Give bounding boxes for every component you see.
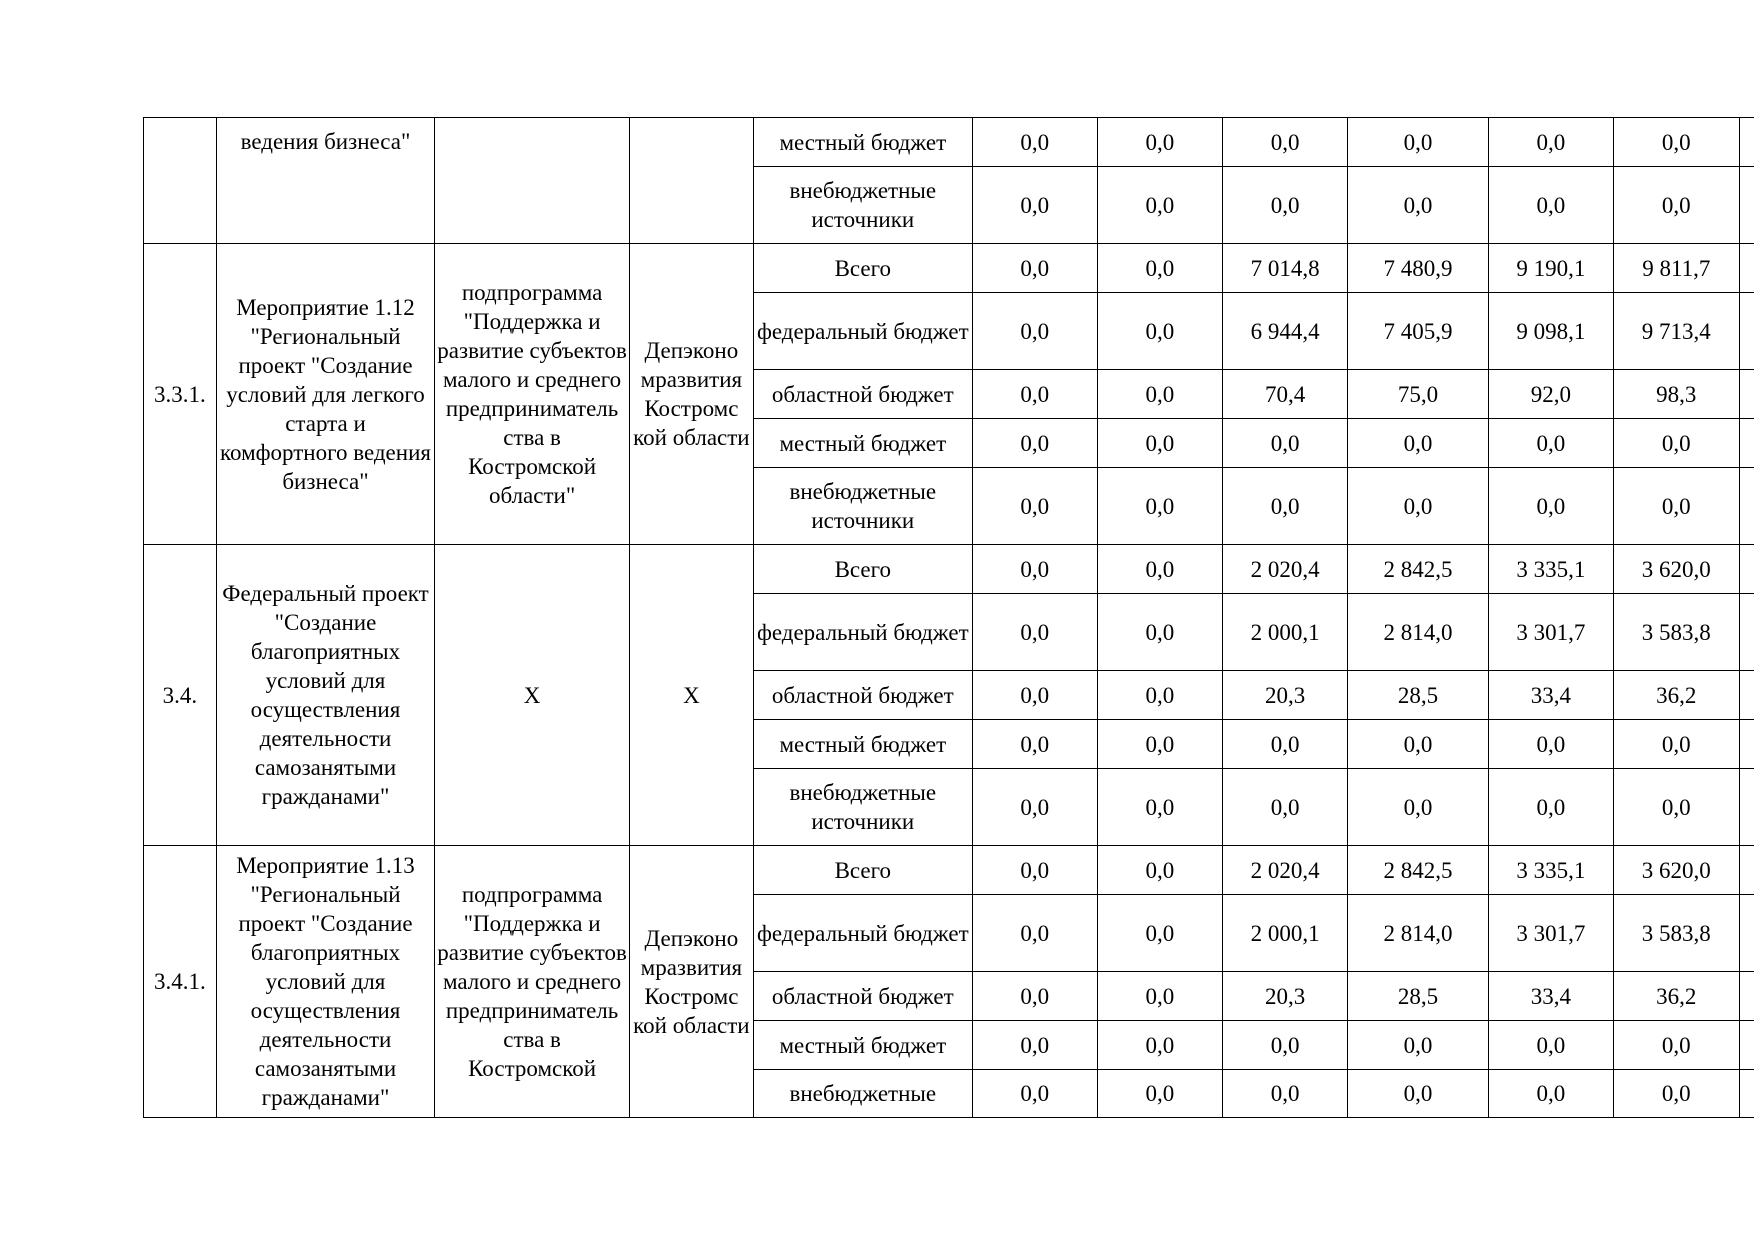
amount-cell: 0,0 [1222,720,1347,769]
measure-name-cell: Федеральный проект "Создание благоприятных условий для осуществления деятельности самозанятыми гражданами" [216,545,434,846]
amount-cell: 0,0 [1488,720,1613,769]
amount-cell: 0,0 [1488,468,1613,545]
amount-cell: 0,0 [1348,769,1488,846]
table-row [144,846,1754,895]
amount-cell: 6 944,4 [1222,293,1347,370]
funding-source-cell: Всего [753,545,972,594]
funding-source-cell: внебюджетные источники [753,769,972,846]
measure-name-cell: Мероприятие 1.13 "Региональный проект "Создание благоприятных условий для осуществления деятельности самозанятыми гражданами" [216,846,434,1118]
amount-cell: 0,0 [1348,1021,1488,1070]
amount-cell: 9 811,7 [1614,244,1739,293]
cropped-column-cell [1739,972,1754,1021]
executor-cell [629,118,753,244]
funding-source-cell: местный бюджет [753,720,972,769]
amount-cell: 7 014,8 [1222,244,1347,293]
amount-cell: 0,0 [1097,468,1222,545]
amount-cell: 0,0 [1614,419,1739,468]
amount-cell: 36,2 [1614,671,1739,720]
amount-cell: 7 480,9 [1348,244,1488,293]
amount-cell: 98,3 [1614,370,1739,419]
cropped-column-cell [1739,244,1754,293]
amount-cell: 33,4 [1488,972,1613,1021]
table-row [144,118,1754,167]
program-cell [435,118,630,244]
row-code-cell [144,118,217,244]
amount-cell: 0,0 [1222,167,1347,244]
amount-cell: 3 620,0 [1614,545,1739,594]
program-cell: X [435,545,630,846]
funding-source-cell: федеральный бюджет [753,895,972,972]
amount-cell: 0,0 [1222,419,1347,468]
amount-cell: 7 405,9 [1348,293,1488,370]
amount-cell: 33,4 [1488,671,1613,720]
row-code-cell: 3.3.1. [144,244,217,545]
funding-source-cell: Всего [753,846,972,895]
amount-cell: 0,0 [1614,769,1739,846]
amount-cell: 0,0 [1097,671,1222,720]
amount-cell: 3 620,0 [1614,846,1739,895]
funding-source-cell: областной бюджет [753,972,972,1021]
amount-cell: 3 301,7 [1488,895,1613,972]
cropped-column-cell [1739,118,1754,167]
budget-table [143,117,1754,1118]
amount-cell: 0,0 [1097,419,1222,468]
executor-cell: Депэконо мразвития Костромс кой области [629,846,753,1118]
amount-cell: 0,0 [1222,118,1347,167]
cropped-column-cell [1739,1021,1754,1070]
amount-cell: 20,3 [1222,972,1347,1021]
amount-cell: 0,0 [972,1070,1097,1118]
amount-cell: 3 335,1 [1488,846,1613,895]
amount-cell: 0,0 [1222,1070,1347,1118]
table-row [144,244,1754,293]
amount-cell: 0,0 [1097,769,1222,846]
amount-cell: 0,0 [1488,1070,1613,1118]
amount-cell: 0,0 [972,370,1097,419]
amount-cell: 0,0 [972,545,1097,594]
amount-cell: 92,0 [1488,370,1613,419]
amount-cell: 2 020,4 [1222,846,1347,895]
cropped-column-cell [1739,594,1754,671]
amount-cell: 0,0 [1097,972,1222,1021]
amount-cell: 0,0 [1348,720,1488,769]
amount-cell: 2 814,0 [1348,895,1488,972]
amount-cell: 0,0 [1097,293,1222,370]
funding-source-cell: местный бюджет [753,1021,972,1070]
amount-cell: 3 583,8 [1614,895,1739,972]
amount-cell: 0,0 [1097,846,1222,895]
amount-cell: 0,0 [972,720,1097,769]
measure-name-cell: Мероприятие 1.12 "Региональный проект "Создание условий для легкого старта и комфортного ведения бизнеса" [216,244,434,545]
cropped-column-cell [1739,545,1754,594]
cropped-column-cell [1739,720,1754,769]
amount-cell: 2 020,4 [1222,545,1347,594]
amount-cell: 0,0 [1614,720,1739,769]
amount-cell: 0,0 [1097,244,1222,293]
cropped-column-cell [1739,895,1754,972]
funding-source-cell: внебюджетные [753,1070,972,1118]
row-code-cell: 3.4. [144,545,217,846]
amount-cell: 28,5 [1348,972,1488,1021]
cropped-column-cell [1739,370,1754,419]
amount-cell: 0,0 [972,769,1097,846]
amount-cell: 0,0 [972,118,1097,167]
amount-cell: 0,0 [1222,1021,1347,1070]
amount-cell: 0,0 [972,594,1097,671]
amount-cell: 0,0 [1614,118,1739,167]
measure-name-cell: ведения бизнеса" [216,118,434,244]
cropped-column-cell [1739,1070,1754,1118]
program-cell: подпрограмма "Поддержка и развитие субъектов малого и среднего предприниматель ства в Костромской [435,846,630,1118]
executor-cell: Депэконо мразвития Костромс кой области [629,244,753,545]
cropped-column-cell [1739,468,1754,545]
funding-source-cell: Всего [753,244,972,293]
amount-cell: 0,0 [1097,1070,1222,1118]
amount-cell: 0,0 [1097,545,1222,594]
amount-cell: 0,0 [1097,118,1222,167]
amount-cell: 0,0 [1097,370,1222,419]
amount-cell: 0,0 [1348,1070,1488,1118]
amount-cell: 0,0 [972,895,1097,972]
funding-source-cell: внебюджетные источники [753,468,972,545]
amount-cell: 0,0 [1348,118,1488,167]
amount-cell: 0,0 [1097,720,1222,769]
cropped-column-cell [1739,846,1754,895]
amount-cell: 2 000,1 [1222,895,1347,972]
cropped-column-cell [1739,419,1754,468]
funding-source-cell: федеральный бюджет [753,594,972,671]
amount-cell: 0,0 [972,972,1097,1021]
table-body [144,118,1754,1118]
amount-cell: 0,0 [1614,1070,1739,1118]
amount-cell: 0,0 [972,468,1097,545]
amount-cell: 20,3 [1222,671,1347,720]
amount-cell: 0,0 [1222,769,1347,846]
row-code-cell: 3.4.1. [144,846,217,1118]
amount-cell: 9 098,1 [1488,293,1613,370]
amount-cell: 0,0 [1614,468,1739,545]
amount-cell: 0,0 [1097,1021,1222,1070]
amount-cell: 3 335,1 [1488,545,1613,594]
amount-cell: 2 842,5 [1348,846,1488,895]
amount-cell: 0,0 [972,167,1097,244]
amount-cell: 0,0 [1097,895,1222,972]
funding-source-cell: местный бюджет [753,419,972,468]
amount-cell: 75,0 [1348,370,1488,419]
amount-cell: 0,0 [1348,419,1488,468]
amount-cell: 0,0 [972,1021,1097,1070]
amount-cell: 3 301,7 [1488,594,1613,671]
amount-cell: 9 190,1 [1488,244,1613,293]
cropped-column-cell [1739,671,1754,720]
funding-source-cell: областной бюджет [753,671,972,720]
amount-cell: 2 842,5 [1348,545,1488,594]
amount-cell: 0,0 [972,846,1097,895]
amount-cell: 9 713,4 [1614,293,1739,370]
cropped-column-cell [1739,167,1754,244]
amount-cell: 0,0 [1614,1021,1739,1070]
amount-cell: 0,0 [1488,1021,1613,1070]
funding-source-cell: областной бюджет [753,370,972,419]
amount-cell: 0,0 [1614,167,1739,244]
amount-cell: 0,0 [1488,419,1613,468]
amount-cell: 70,4 [1222,370,1347,419]
cropped-column-cell [1739,769,1754,846]
amount-cell: 2 000,1 [1222,594,1347,671]
amount-cell: 0,0 [1348,468,1488,545]
amount-cell: 0,0 [1097,167,1222,244]
amount-cell: 0,0 [972,671,1097,720]
amount-cell: 0,0 [1097,594,1222,671]
amount-cell: 0,0 [1488,118,1613,167]
amount-cell: 28,5 [1348,671,1488,720]
amount-cell: 0,0 [1488,769,1613,846]
amount-cell: 0,0 [1222,468,1347,545]
funding-source-cell: внебюджетные источники [753,167,972,244]
cropped-column-cell [1739,293,1754,370]
table-row [144,545,1754,594]
amount-cell: 2 814,0 [1348,594,1488,671]
amount-cell: 0,0 [1348,167,1488,244]
amount-cell: 0,0 [1488,167,1613,244]
amount-cell: 0,0 [972,244,1097,293]
amount-cell: 3 583,8 [1614,594,1739,671]
amount-cell: 0,0 [972,419,1097,468]
program-cell: подпрограмма "Поддержка и развитие субъектов малого и среднего предприниматель ства в Костромской области" [435,244,630,545]
executor-cell: X [629,545,753,846]
funding-source-cell: федеральный бюджет [753,293,972,370]
amount-cell: 0,0 [972,293,1097,370]
funding-source-cell: местный бюджет [753,118,972,167]
amount-cell: 36,2 [1614,972,1739,1021]
